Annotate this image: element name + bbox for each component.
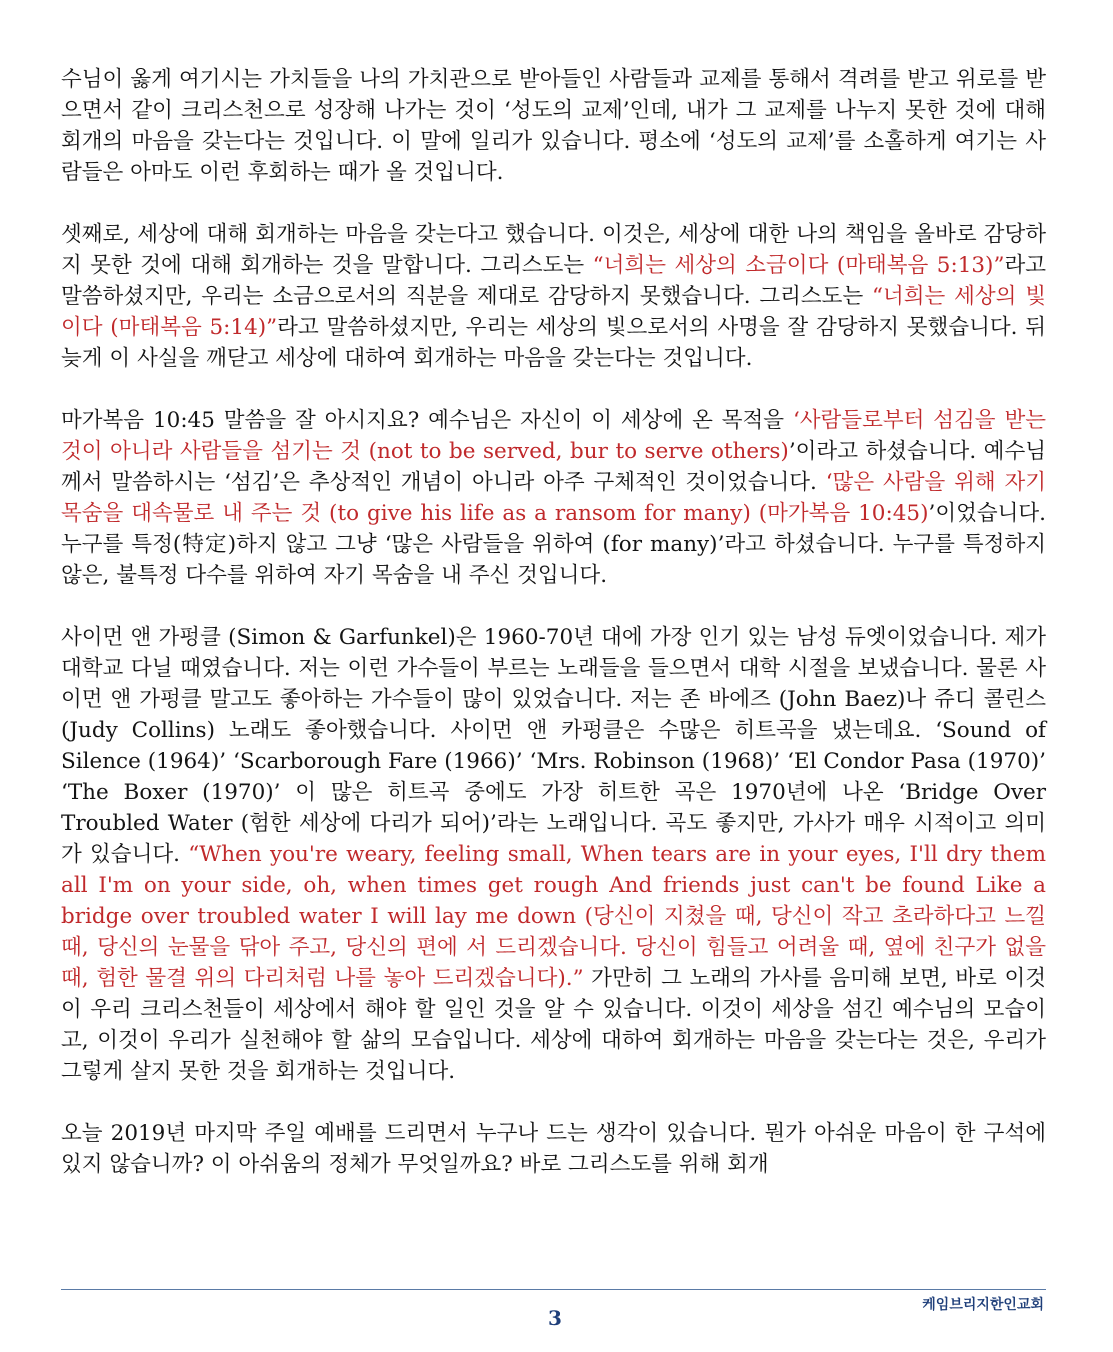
document-body [61,64,1046,1211]
scripture-quote: “When you're weary, feeling small, When tears are in your eyes, I'll dry them all I'm on your side, oh, when times get rough And friends just can't be found Like a bridge over troubled water I will lay me down (당신이 지쳤을 때, 당신이 작고 초라하다고 느낄 때, 당신의 눈물을 닦아 주고, 당신의 편에 서 드리겠습니다. 당신이 힘들고 어려울 때, 옆에 친구가 없을 때, 험한 물결 위의 다리처럼 나를 놓아 드리겠습니다).” [61,842,1046,991]
paragraph [61,64,1046,188]
church-name: 케임브리지한인교회 [922,1297,1044,1313]
scripture-quote: ‘많은 사람을 위해 자기 목숨을 대속물로 내 주는 것 (to give his life as a ransom for many) (마가복음 10:45) [61,470,1047,526]
text-run: 오늘 2019년 마지막 주일 예배를 드리면서 누구나 드는 생각이 있습니다. 뭔가 아쉬운 마음이 한 구석에 있지 않습니까? 이 아쉬움의 정체가 무엇일까요? 바로 그리스도를 위해 회개 [61,1121,1046,1177]
paragraph [61,1118,1046,1180]
text-run: 마가복음 10:45 말씀을 잘 아시지요? 예수님은 자신이 이 세상에 온 목적을 [61,408,793,433]
text-run: ’이라고 하셨습니다. 예수님께서 말씀하시는 ‘섬김’은 추상적인 개념이 아니라 아주 구체적인 것이었습니다. [61,439,1046,495]
text-run: 라고 말씀하셨지만, 우리는 소금으로서의 직분을 제대로 감당하지 못했습니다. 그리스도는 [61,253,1046,309]
paragraph [61,405,1046,591]
text-run: 셋째로, 세상에 대해 회개하는 마음을 갖는다고 했습니다. 이것은, 세상에 대한 나의 책임을 올바로 감당하지 못한 것에 대해 회개하는 것을 말합니다. 그리스도는 [61,222,1046,278]
paragraph [61,219,1046,374]
scripture-quote: “너희는 세상의 빛이다 (마태복음 5:14)” [61,284,1046,340]
page-number: 3 [548,1306,562,1330]
scripture-quote: ‘사람들로부터 섬김을 받는 것이 아니라 사람들을 섬기는 것 (not to be served, bur to serve others) [61,408,1046,464]
footer-divider [61,1289,1046,1290]
text-run: 사이먼 앤 가펑클 (Simon & Garfunkel)은 1960-70년 대에 가장 인기 있는 남성 듀엣이었습니다. 제가 대학교 다닐 때였습니다. 저는 이런 가수들이 부르는 노래들을 들으면서 대학 시절을 보냈습니다. 물론 사이먼 앤 가펑클 말고도 좋아하는 가수들이 많이 있었습니다. 저는 존 바에즈 (John Baez)나 쥬디 콜린스 (Judy Collins) 노래도 좋아했습니다. 사이먼 앤 카펑클은 수많은 히트곡을 냈는데요. ‘Sound of Silence (1964)’ ‘Scarborough Fare (1966)’ ‘Mrs. Robinson (1968)’ ‘El Condor Pasa (1970)’ ‘The Boxer (1970)’ 이 많은 히트곡 중에도 가장 히트한 곡은 1970년에 나온 ‘Bridge Over Troubled Water (험한 세상에 다리가 되어)’라는 노래입니다. 곡도 좋지만, 가사가 매우 시적이고 의미가 있습니다. [61,625,1046,867]
text-run: 라고 말씀하셨지만, 우리는 세상의 빛으로서의 사명을 잘 감당하지 못했습니다. 뒤늦게 이 사실을 깨닫고 세상에 대하여 회개하는 마음을 갖는다는 것입니다. [61,315,1046,371]
text-run: ’이었습니다. 누구를 특정(特定)하지 않고 그냥 ‘많은 사람들을 위하여 (for many)’라고 하셨습니다. 누구를 특정하지 않은, 불특정 다수를 위하여 자기 목숨을 내 주신 것입니다. [61,501,1046,588]
scripture-quote: “너희는 세상의 소금이다 (마태복음 5:13)” [592,253,1005,278]
text-run: 수님이 옳게 여기시는 가치들을 나의 가치관으로 받아들인 사람들과 교제를 통해서 격려를 받고 위로를 받으면서 같이 크리스천으로 성장해 나가는 것이 ‘성도의 교제’인데, 내가 그 교제를 나누지 못한 것에 대해 회개의 마음을 갖는다는 것입니다. 이 말에 일리가 있습니다. 평소에 ‘성도의 교제’를 소홀하게 여기는 사람들은 아마도 이런 후회하는 때가 올 것입니다. [61,67,1046,185]
paragraph [61,622,1046,1087]
text-run: 가만히 그 노래의 가사를 음미해 보면, 바로 이것이 우리 크리스천들이 세상에서 해야 할 일인 것을 알 수 있습니다. 이것이 세상을 섬긴 예수님의 모습이고, 이것이 우리가 실천해야 할 삶의 모습입니다. 세상에 대하여 회개하는 마음을 갖는다는 것은, 우리가 그렇게 살지 못한 것을 회개하는 것입니다. [61,966,1046,1084]
